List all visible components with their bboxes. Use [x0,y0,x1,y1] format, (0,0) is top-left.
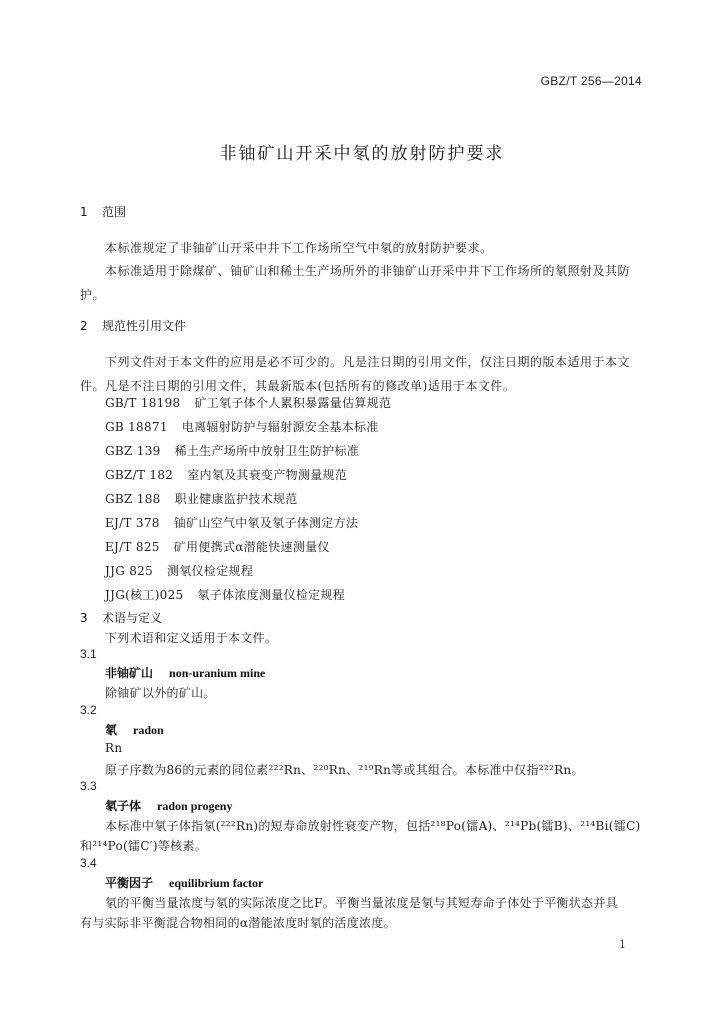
scope-paragraph-2: 本标准适用于除煤矿、铀矿山和稀土生产场所外的非铀矿山开采中井下工作场所的氡照射及其防护。 [80,264,631,302]
reference-item [105,442,359,459]
reference-title: 矿工氡子体个人累积暴露量估算规范 [194,396,392,410]
reference-title: 氡子体浓度测量仪检定规程 [197,588,346,602]
term-heading [105,664,265,681]
reference-item [105,394,391,411]
term-heading [105,874,263,891]
term-chinese: 平衡因子 [105,876,154,890]
reference-title: 矿用便携式α潜能快速测量仪 [173,540,330,554]
term-number: 3.3 [80,779,97,793]
term-symbol: Rn [105,741,123,755]
term-definition: 氡的平衡当量浓度与氡的实际浓度之比F。平衡当量浓度是氡与其短寿命子体处于平衡状态并具 [105,896,618,910]
reference-code: JJG 825 [105,564,154,578]
reference-code: GBZ/T 182 [105,468,174,482]
reference-title: 稀土生产场所中放射卫生防护标准 [174,444,360,458]
section-3-heading [80,609,162,626]
reference-code: EJ/T 378 [105,516,160,530]
reference-item [105,466,347,483]
term-chinese: 非铀矿山 [105,666,154,680]
reference-title: 职业健康监护技术规范 [174,492,298,506]
term-definition: 除铀矿以外的矿山。 [105,686,216,700]
term-english: radon [133,723,164,737]
document-title: 非铀矿山开采中氡的放射防护要求 [219,144,505,164]
term-definition: 本标准中氡子体指氡(²²²Rn)的短寿命放射性衰变产物，包括²¹⁸Po(镭A)、²¹⁴Pb(镭B)、²¹⁴Bi(镭C) [105,819,641,833]
term-chinese: 氡 [105,723,118,737]
section-label: 规范性引用文件 [102,319,187,333]
reference-item [105,490,298,507]
term-number: 3.2 [80,703,97,717]
reference-item [105,586,345,603]
reference-code: JJG(核工)025 [105,588,184,602]
term-number: 3.1 [80,647,97,661]
reference-item [105,538,330,555]
term-heading [105,721,164,738]
term-definition: 原子序数为86的元素的同位素²²²Rn、²²⁰Rn、²¹⁹Rn等或其组合。本标准中仅指²²²Rn。 [105,763,584,777]
reference-item [105,418,379,435]
reference-title: 铀矿山空气中氡及氡子体测定方法 [173,516,359,530]
section-label: 范围 [102,205,127,219]
terms-intro: 下列术语和定义适用于本文件。 [105,631,278,645]
section-1-heading [80,203,126,220]
reference-title: 电离辐射防护与辐射源安全基本标准 [181,420,379,434]
section-number: 1 [80,205,88,219]
reference-item [105,562,253,579]
reference-title: 室内氡及其衰变产物测量规范 [187,468,348,482]
term-definition-cont: 和²¹⁴Po(镭C′)等核素。 [80,839,208,853]
term-number: 3.4 [80,856,97,870]
reference-item [105,514,358,531]
reference-code: GBZ 188 [105,492,161,506]
reference-code: GBZ 139 [105,444,161,458]
section-number: 2 [80,319,88,333]
section-number: 3 [80,611,88,625]
reference-code: GB 18871 [105,420,168,434]
reference-code: GB/T 18198 [105,396,181,410]
reference-title: 测氡仪检定规程 [167,564,254,578]
reference-code: EJ/T 825 [105,540,160,554]
term-english: radon progeny [157,799,233,813]
scope-paragraph-1: 本标准规定了非铀矿山开采中井下工作场所空气中氡的放射防护要求。 [105,241,493,255]
section-label: 术语与定义 [102,611,163,625]
term-english: equilibrium factor [169,876,264,890]
normative-intro: 下列文件对于本文件的应用是必不可少的。凡是注日期的引用文件，仅注日期的版本适用于本文件。凡是不注日期的引用文件，其最新版本(包括所有的修改单)适用于本文件。 [80,355,631,393]
page-number: 1 [619,938,626,951]
term-heading [105,797,232,814]
term-definition-cont: 有与实际非平衡混合物相同的α潜能浓度时氡的活度浓度。 [80,916,396,930]
term-english: non-uranium mine [169,666,266,680]
standard-code: GBZ/T 256—2014 [540,74,642,88]
term-chinese: 氡子体 [105,799,142,813]
section-2-heading [80,317,186,334]
